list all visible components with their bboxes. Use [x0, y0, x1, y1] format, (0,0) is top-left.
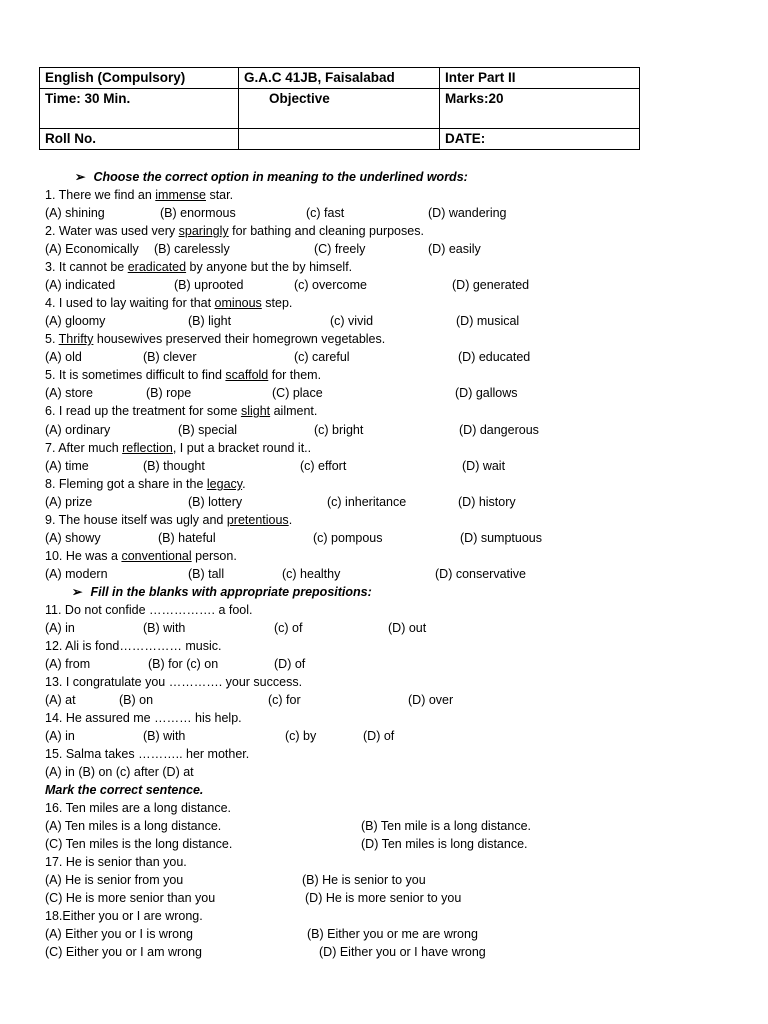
question-5a: 5. Thrifty housewives preserved their homegrown vegetables.	[45, 332, 386, 346]
question-4: 4. I used to lay waiting for that ominous step.	[45, 296, 293, 310]
q13-option-b: (B) on	[119, 693, 154, 707]
q16-option-d: (D) Ten miles is long distance.	[361, 837, 528, 851]
q17-option-c: (C) He is more senior than you	[45, 891, 216, 905]
section-1-instruction: ➢ Choose the correct option in meaning to the underlined words:	[75, 170, 468, 184]
q14-option-d: (D) of	[363, 729, 395, 743]
question-11: 11. Do not confide ……………. a fool.	[45, 603, 253, 617]
question-3: 3. It cannot be eradicated by anyone but the by himself.	[45, 260, 353, 274]
q2-option-a: (A) Economically	[45, 242, 139, 256]
q6-option-b: (B) special	[178, 423, 238, 437]
q14-option-a: (A) in	[45, 729, 75, 743]
question-8: 8. Fleming got a share in the legacy.	[45, 477, 246, 491]
subject-cell: English (Compulsory)	[40, 68, 239, 89]
q6-option-d: (D) dangerous	[459, 423, 539, 437]
question-10: 10. He was a conventional person.	[45, 549, 237, 563]
q10-option-b: (B) tall	[188, 567, 225, 581]
q8-option-c: (c) inheritance	[327, 495, 407, 509]
class-cell: Inter Part II	[440, 68, 640, 89]
arrow-bullet-icon: ➢	[75, 170, 86, 184]
q2-option-b: (B) carelessly	[154, 242, 230, 256]
q17-option-b: (B) He is senior to you	[302, 873, 426, 887]
q7-option-b: (B) thought	[143, 459, 205, 473]
question-14: 14. He assured me ……… his help.	[45, 711, 242, 725]
q1-option-a: (A) shining	[45, 206, 105, 220]
q4-option-d: (D) musical	[456, 314, 520, 328]
q18-option-d: (D) Either you or I have wrong	[319, 945, 486, 959]
college-cell: G.A.C 41JB, Faisalabad	[239, 68, 440, 89]
q8-option-b: (B) lottery	[188, 495, 243, 509]
q1-option-c: (c) fast	[306, 206, 345, 220]
q3-option-b: (B) uprooted	[174, 278, 244, 292]
q11-option-b: (B) with	[143, 621, 186, 635]
q18-option-b: (B) Either you or me are wrong	[307, 927, 478, 941]
q9-option-c: (c) pompous	[313, 531, 383, 545]
q8-option-d: (D) history	[458, 495, 516, 509]
header-table	[39, 67, 640, 150]
q7-option-a: (A) time	[45, 459, 89, 473]
q3-option-a: (A) indicated	[45, 278, 116, 292]
q2-option-d: (D) easily	[428, 242, 481, 256]
q11-option-d: (D) out	[388, 621, 427, 635]
q5a-option-a: (A) old	[45, 350, 82, 364]
q13-option-a: (A) at	[45, 693, 76, 707]
paper-type-cell: Objective	[239, 89, 440, 129]
q2-option-c: (C) freely	[314, 242, 366, 256]
q17-option-a: (A) He is senior from you	[45, 873, 184, 887]
q7-option-c: (c) effort	[300, 459, 347, 473]
q1-option-d: (D) wandering	[428, 206, 507, 220]
q4-option-b: (B) light	[188, 314, 232, 328]
q16-option-a: (A) Ten miles is a long distance.	[45, 819, 222, 833]
q5b-option-a: (A) store	[45, 386, 93, 400]
section-2-instruction: ➢ Fill in the blanks with appropriate prepositions:	[72, 585, 372, 599]
q11-option-c: (c) of	[274, 621, 303, 635]
question-9: 9. The house itself was ugly and pretentious.	[45, 513, 293, 527]
q12-option-a: (A) from	[45, 657, 91, 671]
q11-option-a: (A) in	[45, 621, 75, 635]
question-7: 7. After much reflection, I put a bracket round it..	[45, 441, 312, 455]
time-cell: Time: 30 Min.	[40, 89, 239, 129]
q12-option-b-c: (B) for (c) on	[148, 657, 219, 671]
roll-no-blank-cell	[239, 129, 440, 150]
q5a-option-d: (D) educated	[458, 350, 531, 364]
question-12: 12. Ali is fond…………… music.	[45, 639, 222, 653]
q10-option-d: (D) conservative	[435, 567, 526, 581]
q10-option-c: (c) healthy	[282, 567, 341, 581]
question-5b: 5. It is sometimes difficult to find scaffold for them.	[45, 368, 322, 382]
q7-option-d: (D) wait	[462, 459, 506, 473]
q10-option-a: (A) modern	[45, 567, 108, 581]
q16-option-c: (C) Ten miles is the long distance.	[45, 837, 233, 851]
q8-option-a: (A) prize	[45, 495, 93, 509]
q4-option-c: (c) vivid	[330, 314, 374, 328]
q6-option-a: (A) ordinary	[45, 423, 111, 437]
q4-option-a: (A) gloomy	[45, 314, 106, 328]
q5b-option-b: (B) rope	[146, 386, 192, 400]
q13-option-d: (D) over	[408, 693, 454, 707]
question-16: 16. Ten miles are a long distance.	[45, 801, 231, 815]
question-6: 6. I read up the treatment for some slight ailment.	[45, 404, 318, 418]
question-15: 15. Salma takes ……….. her mother.	[45, 747, 250, 761]
q14-option-c: (c) by	[285, 729, 317, 743]
question-18: 18.Either you or I are wrong.	[45, 909, 203, 923]
q12-option-d: (D) of	[274, 657, 306, 671]
roll-no-cell: Roll No.	[40, 129, 239, 150]
q9-option-b: (B) hateful	[158, 531, 216, 545]
section-3-instruction: Mark the correct sentence.	[45, 783, 204, 797]
question-1: 1. There we find an immense star.	[45, 188, 234, 202]
q14-option-b: (B) with	[143, 729, 186, 743]
q5b-option-d: (D) gallows	[455, 386, 518, 400]
q18-option-c: (C) Either you or I am wrong	[45, 945, 202, 959]
q3-option-d: (D) generated	[452, 278, 530, 292]
arrow-bullet-icon: ➢	[72, 585, 83, 599]
q15-options: (A) in (B) on (c) after (D) at	[45, 765, 194, 779]
date-cell: DATE:	[440, 129, 640, 150]
marks-cell: Marks:20	[440, 89, 640, 129]
question-2: 2. Water was used very sparingly for bathing and cleaning purposes.	[45, 224, 424, 238]
q13-option-c: (c) for	[268, 693, 301, 707]
q6-option-c: (c) bright	[314, 423, 364, 437]
q3-option-c: (c) overcome	[294, 278, 367, 292]
question-17: 17. He is senior than you.	[45, 855, 187, 869]
q5a-option-b: (B) clever	[143, 350, 197, 364]
question-13: 13. I congratulate you …………. your success.	[45, 675, 303, 689]
q9-option-a: (A) showy	[45, 531, 101, 545]
q17-option-d: (D) He is more senior to you	[305, 891, 462, 905]
q5b-option-c: (C) place	[272, 386, 323, 400]
q1-option-b: (B) enormous	[160, 206, 236, 220]
q16-option-b: (B) Ten mile is a long distance.	[361, 819, 531, 833]
q9-option-d: (D) sumptuous	[460, 531, 542, 545]
q18-option-a: (A) Either you or I is wrong	[45, 927, 193, 941]
q5a-option-c: (c) careful	[294, 350, 350, 364]
